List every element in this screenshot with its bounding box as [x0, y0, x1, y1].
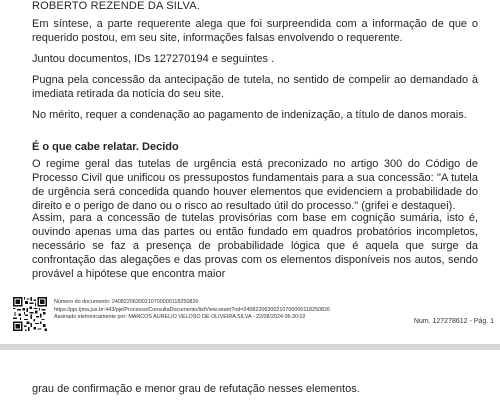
- signature-metadata: [54, 299, 394, 322]
- paragraph-injunction-request: Pugna pela concessão da antecipação de tutela, no sentido de compelir ao demandado à imediata retirada da notícia do seu site.: [32, 74, 478, 100]
- document-page-2: [0, 350, 500, 400]
- paragraph-merits: No mérito, requer a condenação ao pagamento de indenização, a título de danos morais.: [32, 109, 467, 121]
- party-name-line: ROBERTO REZENDE DA SILVA.: [32, 0, 201, 12]
- qr-code-icon: [13, 297, 47, 331]
- signed-by: Assinado eletronicamente por: MARCOS AURELIO VELOSO DE OLIVEIRA SILVA - 22/08/2024 06:30:02: [54, 314, 306, 321]
- signature-footer: [0, 296, 500, 344]
- paragraph-summary: Em síntese, a parte requerente alega que foi surpreendida com a informação de que o requerido postou, em seu site, informações falsas envolvendo o requerente.: [32, 18, 478, 44]
- document-url[interactable]: https://pje.tjma.jus.br:443/pje/Processo/ConsultaDocumento/listView.seam?nd=24082206300210700000118250826: [54, 306, 330, 313]
- paragraph-continuation: grau de confirmação e menor grau de refutação nesses elementos.: [32, 383, 360, 395]
- page-number: Num. 127278612 - Pág. 1: [413, 318, 494, 325]
- paragraph-provisional-relief: Assim, para a concessão de tutelas provisórias com base em cognição sumária, isto é, ouvindo apenas uma das partes ou então fundado em quadros probatórios incompletos, necessário se faz a presença de probabilidade lógica que é aquela que surge da confrontação das alegações e das provas com os elementos disponíveis nos autos, sendo provável a hipótese que encontra maior: [32, 212, 478, 280]
- paragraph-urgency-regime: O regime geral das tutelas de urgência está preconizado no artigo 300 do Código de Processo Civil que unificou os pressupostos fundamentais para a sua concessão: "A tutela de urgência será concedida quando houver elementos que evidenciem a probabilidade do direito e o perigo de dano ou o risco ao resultado útil do processo." (grifei e destaquei).: [32, 158, 478, 212]
- document-number: Número do documento: 24082206300210700000118250826: [54, 299, 199, 305]
- section-heading: É o que cabe relatar. Decido: [32, 141, 179, 153]
- paragraph-documents: Juntou documentos, IDs 127270194 e seguintes .: [32, 53, 275, 65]
